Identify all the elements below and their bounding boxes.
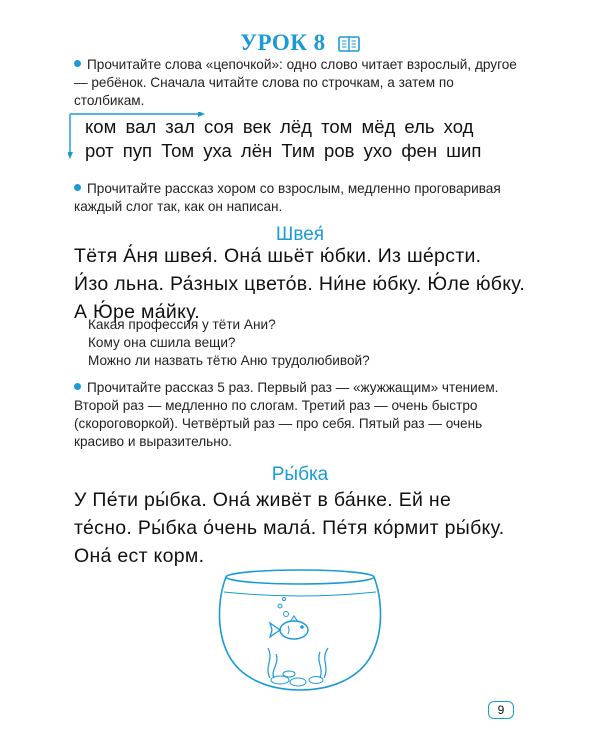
fish-icon — [270, 616, 308, 639]
story-1-line-3: А Ю́ре ма́йку. — [74, 301, 200, 323]
bullet-icon — [74, 184, 81, 191]
story-1-title: Швея́ — [275, 224, 325, 245]
word-row-1: ком вал зал соя век лёд том мёд ель ход — [85, 116, 474, 137]
page-number: 9 — [488, 701, 514, 719]
lesson-title — [0, 30, 600, 59]
question-3: Можно ли назвать тётю Аню трудолюбивой? — [88, 353, 370, 368]
exercise-3-text: Прочитайте рассказ 5 раз. Первый раз — «жужжащим» чтением. Второй раз — медленно по слогам. Третий раз — очень быстро (скороговоркой). Четвёртый раз — про себя. Пятый раз — очень красиво и выразительно. — [74, 380, 499, 449]
bullet-icon — [74, 60, 81, 67]
question-1: Какая профессия у тёти Ани? — [88, 317, 276, 332]
question-2: Кому она сшила вещи? — [88, 335, 236, 350]
exercise-1-instruction — [74, 56, 524, 110]
bullet-icon — [74, 383, 81, 390]
story-2-line-3: Она́ ест корм. — [74, 545, 205, 567]
word-table — [68, 112, 538, 162]
exercise-1-text: Прочитайте слова «цепочкой»: одно слово читает взрослый, другое — ребёнок. Сначала читайте слова по строчкам, а затем по столбикам. — [74, 57, 517, 108]
lesson-title-text: УРОК 8 — [240, 30, 326, 55]
story-2-line-1: У Пе́ти ры́бка. Она́ живёт в ба́нке. Ей не — [74, 489, 452, 511]
fishbowl-illustration — [210, 568, 390, 698]
story-1-line-1: Тётя А́ня швея́. Она́ шьёт ю́бки. Из ше́рсти. — [74, 245, 482, 267]
story-1-questions — [88, 316, 508, 370]
word-row-2: рот пуп Том уха лён Тим ров ухо фен шип — [85, 140, 482, 161]
story-2-text — [74, 486, 534, 570]
story-1-line-2: И́зо льна. Ра́зных цвето́в. Ни́не ю́бку. Ю́ле ю́бку. — [74, 273, 526, 295]
story-2-title: Ры́бка — [271, 464, 329, 485]
story-2-line-2: те́сно. Ры́бка о́чень мала́. Пе́тя ко́рмит ры́бку. — [74, 517, 505, 539]
exercise-2-instruction — [74, 180, 524, 216]
exercise-2-text: Прочитайте рассказ хором со взрослым, медленно проговаривая каждый слог так, как он написан. — [74, 181, 501, 214]
story-1-text — [74, 242, 534, 326]
exercise-3-instruction — [74, 379, 524, 451]
